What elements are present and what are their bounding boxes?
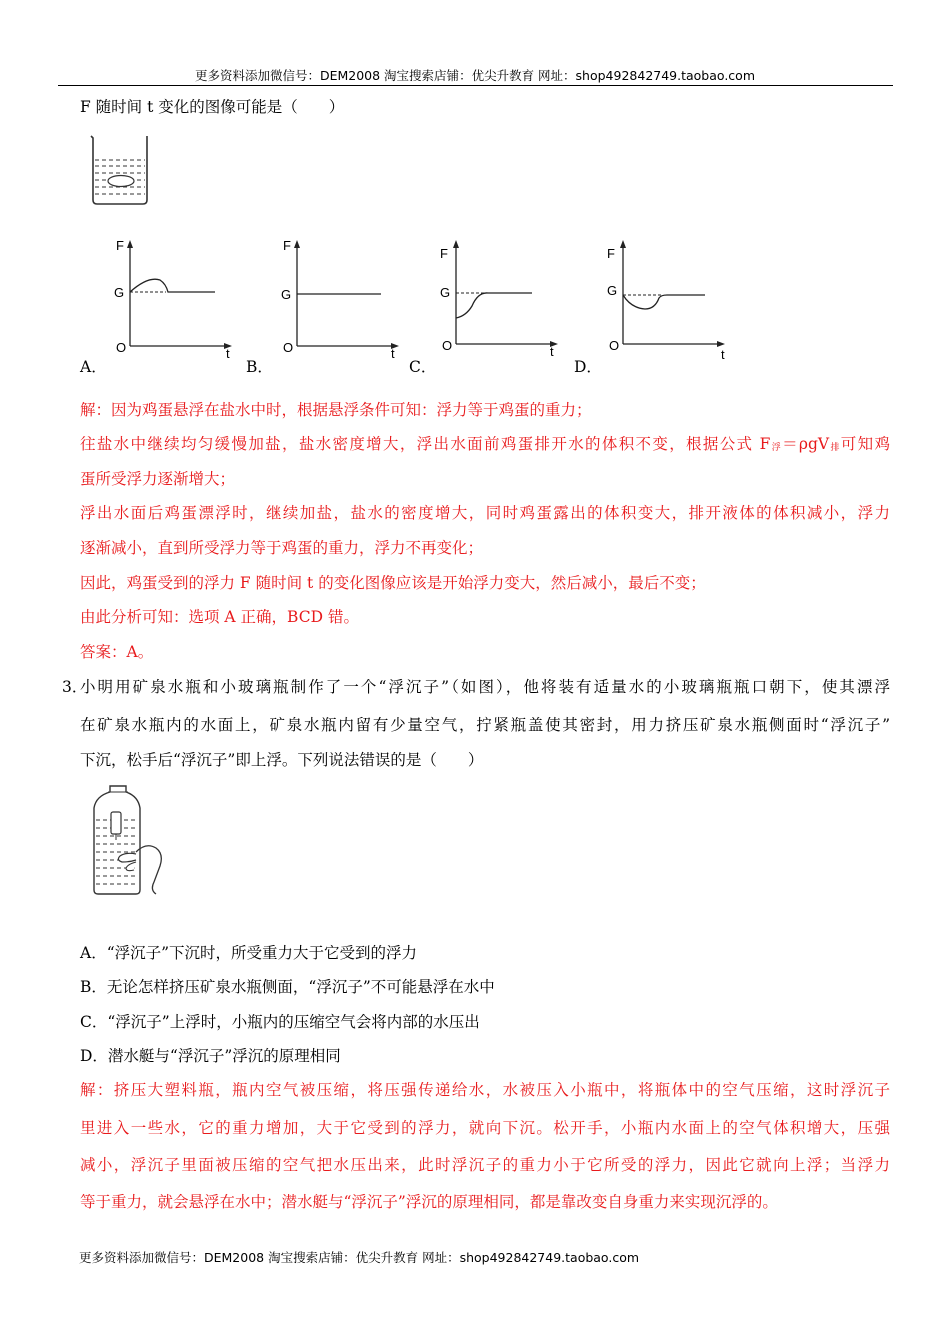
axis-label-t: t: [550, 344, 554, 358]
q3-option-b: B．无论怎样挤压矿泉水瓶侧面，“浮沉子”不可能悬浮在水中: [80, 978, 495, 996]
q3-option-c: C．“浮沉子”上浮时，小瓶内的压缩空气会将内部的水压出: [80, 1013, 480, 1031]
bottle-figure: [86, 782, 168, 898]
q3-stem-line-3: 下沉，松手后“浮沉子”即上浮。下列说法错误的是（ ）: [80, 751, 484, 769]
solution2-line-1: 解：因为鸡蛋悬浮在盐水中时，根据悬浮条件可知：浮力等于鸡蛋的重力；: [80, 401, 592, 419]
page-footer: 更多资料添加微信号：DEM2008 淘宝搜索店铺：优尖升教育 网址：shop492842749.taobao.com: [79, 1250, 640, 1265]
option-d-label: D．: [574, 358, 602, 376]
solution2-line-5: 逐渐减小，直到所受浮力等于鸡蛋的重力，浮力不再变化；: [80, 539, 484, 557]
q3-number: 3．: [62, 678, 88, 696]
beaker-figure: [85, 130, 155, 208]
solution2-line-6: 因此，鸡蛋受到的浮力 F 随时间 t 的变化图像应该是开始浮力变大，然后减小，最后不变；: [80, 574, 706, 592]
axis-label-o: O: [609, 338, 620, 353]
option-a-label: A．: [80, 358, 107, 376]
solution3-line-2: 里进入一些水，它的重力增加，大于它受到的浮力，就向下沉。松开手，小瓶内水面上的空气体积增大，压强: [80, 1119, 890, 1137]
graph-option-a: [108, 236, 238, 358]
q3-option-a: A．“浮沉子”下沉时，所受重力大于它受到的浮力: [80, 944, 418, 962]
q3-option-d: D．潜水艇与“浮沉子”浮沉的原理相同: [80, 1047, 341, 1065]
q3-stem-line-2: 在矿泉水瓶内的水面上，矿泉水瓶内留有少量空气，拧紧瓶盖使其密封，用力挤压矿泉水瓶侧面时“浮沉子”: [80, 716, 890, 734]
solution3-line-3: 减小，浮沉子里面被压缩的空气把水压出来，此时浮沉子的重力小于它所受的浮力，因此它就向上浮；当浮力: [80, 1156, 890, 1174]
graph-option-c: [436, 236, 566, 358]
axis-label-g: G: [281, 287, 292, 302]
axis-label-g: G: [114, 285, 125, 300]
axis-label-f: F: [607, 246, 615, 261]
axis-label-o: O: [116, 340, 127, 355]
page-header: 更多资料添加微信号：DEM2008 淘宝搜索店铺：优尖升教育 网址：shop492842749.taobao.com: [194, 68, 756, 83]
axis-label-t: t: [226, 346, 230, 358]
axis-label-f: F: [116, 238, 124, 253]
solution3-line-4: 等于重力，就会悬浮在水中；潜水艇与“浮沉子”浮沉的原理相同，都是靠改变自身重力来实现沉浮的。: [80, 1193, 778, 1211]
solution2-line-7: 由此分析可知：选项 A 正确，BCD 错。: [80, 608, 359, 626]
option-b-label: B．: [246, 358, 273, 376]
axis-label-t: t: [391, 346, 395, 358]
q2-stem-tail: F 随时间 t 变化的图像可能是（ ）: [80, 98, 345, 116]
option-c-label: C．: [409, 358, 437, 376]
axis-label-o: O: [442, 338, 453, 353]
q3-stem-line-1: 小明用矿泉水瓶和小玻璃瓶制作了一个“浮沉子”（如图），他将装有适量水的小玻璃瓶瓶口朝下，使其漂浮: [80, 678, 890, 696]
axis-label-f: F: [440, 246, 448, 261]
axis-label-f: F: [283, 238, 291, 253]
solution2-line-3: 蛋所受浮力逐渐增大；: [80, 470, 236, 488]
solution3-line-1: 解：挤压大塑料瓶，瓶内空气被压缩，将压强传递给水，水被压入小瓶中，将瓶体中的空气压缩，这时浮沉子: [80, 1081, 890, 1099]
axis-label-g: G: [607, 283, 618, 298]
header-divider: [58, 85, 893, 86]
axis-label-o: O: [283, 340, 294, 355]
axis-label-g: G: [440, 285, 451, 300]
solution2-line-4: 浮出水面后鸡蛋漂浮时，继续加盐，盐水的密度增大，同时鸡蛋露出的体积变大，排开液体的体积减小，浮力: [80, 504, 890, 522]
graph-option-b: [275, 236, 405, 358]
solution2-line-2: 往盐水中继续均匀缓慢加盐，盐水密度增大，浮出水面前鸡蛋排开水的体积不变，根据公式 $F_浮=\rho gV_排$可知鸡: [80, 435, 890, 453]
solution2-answer: 答案：A。: [80, 643, 154, 661]
graph-option-d: [603, 236, 733, 361]
axis-label-t: t: [721, 347, 725, 361]
